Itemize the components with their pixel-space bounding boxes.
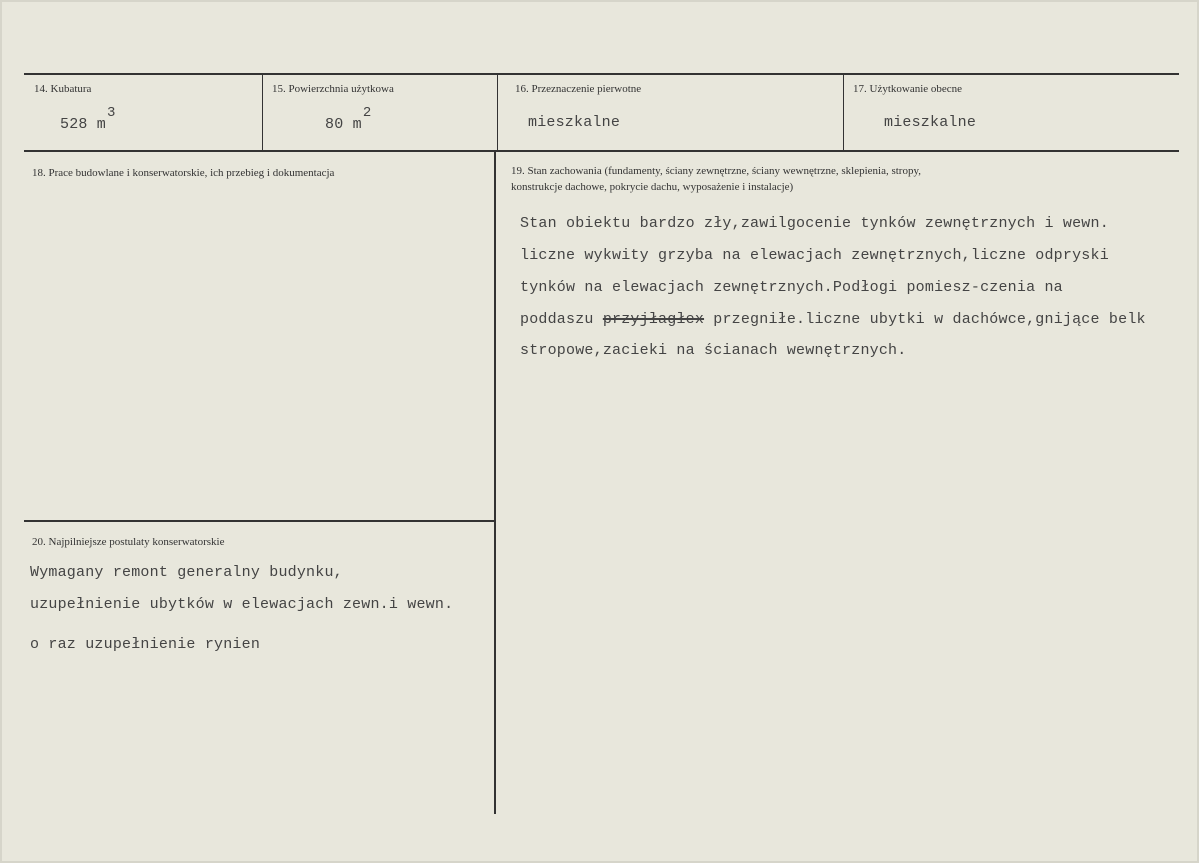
col-divider-3 — [843, 75, 844, 150]
stan-text-line5: stropowe,zacieki na ścianach wewnętrznych. — [520, 342, 907, 359]
uzytkowanie-value: mieszkalne — [884, 114, 977, 131]
uzytkowanie-label: 17. Użytkowanie obecne — [853, 83, 963, 95]
przeznaczenie-value: mieszkalne — [528, 114, 621, 131]
kubatura-value: 528 m3 — [60, 105, 116, 133]
stan-label-line1: 19. Stan zachowania (fundamenty, ściany zewnętrzne, ściany wewnętrzne, sklepienia, stropy, — [511, 165, 922, 177]
prace-label: 18. Prace budowlane i konserwatorskie, ich przebieg i dokumentacja — [32, 167, 335, 179]
postulaty-label: 20. Najpilniejsze postulaty konserwatorskie — [32, 536, 225, 548]
powierzchnia-value: 80 m2 — [325, 105, 372, 133]
row-divider — [24, 150, 1179, 152]
stan-text-line1: Stan obiektu bardzo zły,zawilgocenie tynków zewnętrznych i wewn. — [520, 215, 1109, 232]
col-divider-2 — [497, 75, 498, 150]
stan-label-line2: konstrukcje dachowe, pokrycie dachu, wyposażenie i instalacje) — [511, 181, 794, 193]
section-20-rule — [24, 520, 494, 522]
postulaty-line2: uzupełnienie ubytków w elewacjach zewn.i wewn. — [30, 596, 454, 613]
col-divider-main — [494, 152, 496, 814]
col-divider-1 — [262, 75, 263, 150]
postulaty-line3: o raz uzupełnienie rynien — [30, 636, 261, 653]
stan-text-line3: tynków na elewacjach zewnętrznych.Podłogi pomiesz-czenia na — [520, 279, 1063, 296]
struck-word: przyjłagłex — [602, 311, 705, 328]
stan-text-line2: liczne wykwity grzyba na elewacjach zewnętrznych,liczne odpryski — [520, 247, 1109, 264]
postulaty-line1: Wymagany remont generalny budynku, — [30, 564, 343, 581]
kubatura-label: 14. Kubatura — [34, 83, 92, 95]
powierzchnia-label: 15. Powierzchnia użytkowa — [272, 83, 394, 95]
stan-text-line4: poddaszu przyjłagłex przegniłe.liczne ubytki w dachówce,gnijące belk — [520, 311, 1146, 328]
top-rule — [24, 73, 1179, 75]
przeznaczenie-label: 16. Przeznaczenie pierwotne — [515, 83, 642, 95]
